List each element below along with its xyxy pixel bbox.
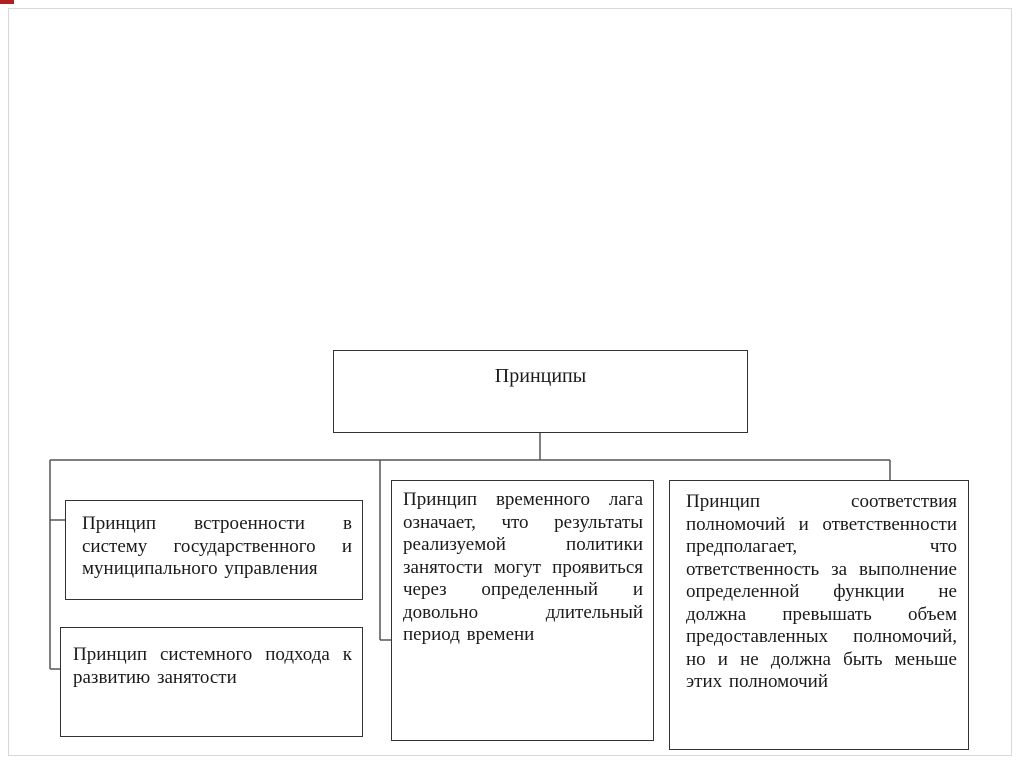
root-box bbox=[333, 350, 748, 433]
principle-box-time-lag bbox=[391, 480, 654, 741]
principle-text-embeddedness: Принцип встроенности в систему государственного и муниципального управления bbox=[82, 513, 352, 579]
principle-box-correspondence bbox=[669, 480, 969, 750]
root-label: Принципы bbox=[494, 365, 587, 387]
principle-text-correspondence: Принцип соответствия полномочий и ответственности предполагает, что ответственность за выполнение определенной функции не должна превышать объем предоставленных полномочий, но и не должна быть меньше этих полномочий bbox=[686, 491, 957, 692]
principle-box-systems-approach bbox=[60, 627, 363, 737]
principle-text-time-lag: Принцип временного лага означает, что результаты реализуемой политики занятости могут проявиться через определенный и довольно длительный период времени bbox=[403, 489, 643, 645]
principle-text-systems-approach: Принцип системного подхода к развитию занятости bbox=[73, 644, 352, 688]
principle-box-embeddedness bbox=[65, 500, 363, 600]
